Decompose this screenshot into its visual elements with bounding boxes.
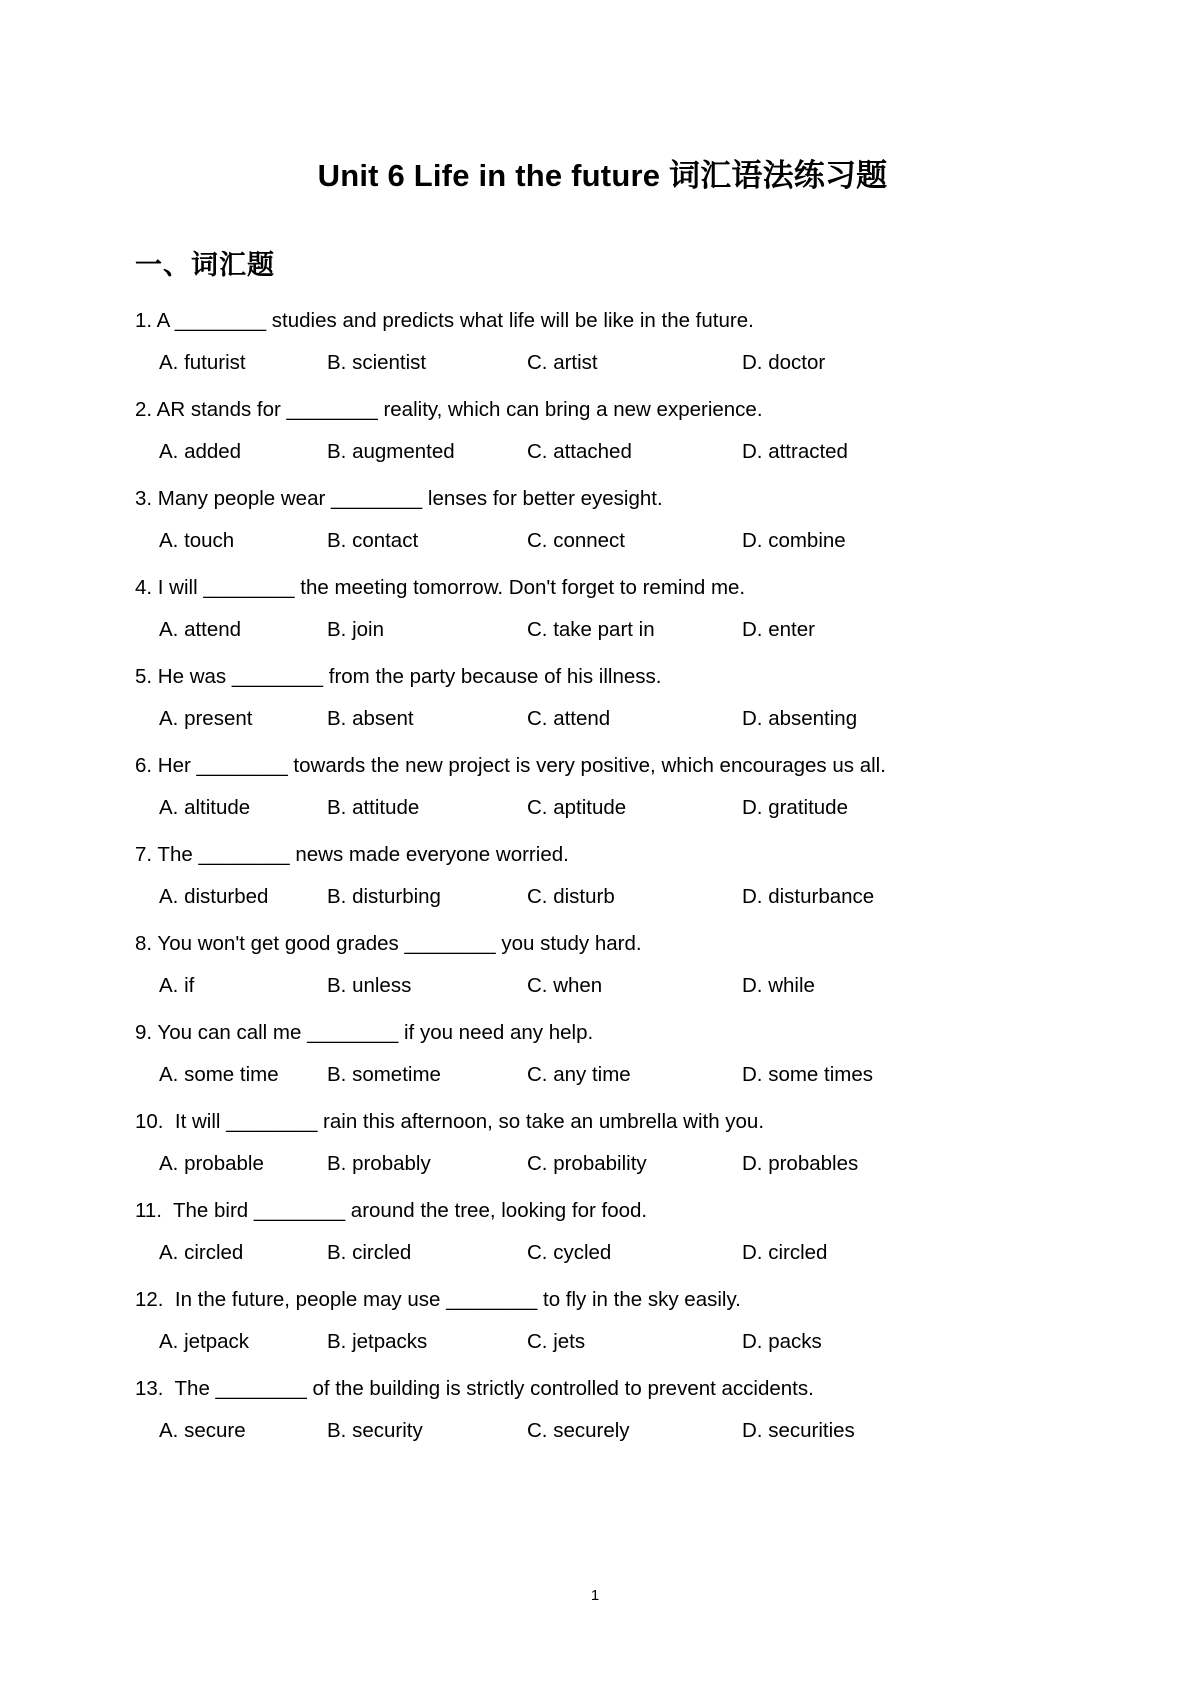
option-d[interactable]: D. doctor xyxy=(742,351,826,374)
question-options xyxy=(135,698,1070,740)
option-c[interactable]: C. probability xyxy=(527,1152,647,1175)
question-stem: 6. Her ________ towards the new project is very positive, which encourages us all. xyxy=(135,754,886,777)
option-b[interactable]: B. join xyxy=(327,618,384,641)
question-stem: 4. I will ________ the meeting tomorrow. Don't forget to remind me. xyxy=(135,576,746,599)
option-b[interactable]: B. circled xyxy=(327,1241,412,1264)
question-item xyxy=(135,923,1070,1007)
question-item xyxy=(135,1101,1070,1185)
option-b[interactable]: B. jetpacks xyxy=(327,1330,428,1353)
question-item xyxy=(135,656,1070,740)
section-heading: 一、词汇题 xyxy=(135,250,275,280)
option-a[interactable]: A. touch xyxy=(159,529,235,552)
option-b[interactable]: B. absent xyxy=(327,707,414,730)
question-stem: 13. The ________ of the building is strictly controlled to prevent accidents. xyxy=(135,1377,814,1400)
question-options xyxy=(135,1321,1070,1363)
question-stem: 12. In the future, people may use ________ to fly in the sky easily. xyxy=(135,1288,741,1311)
question-stem: 10. It will ________ rain this afternoon, so take an umbrella with you. xyxy=(135,1110,765,1133)
question-item xyxy=(135,1368,1070,1452)
option-b[interactable]: B. attitude xyxy=(327,796,420,819)
option-c[interactable]: C. take part in xyxy=(527,618,655,641)
option-a[interactable]: A. present xyxy=(159,707,253,730)
question-options xyxy=(135,787,1070,829)
option-c[interactable]: C. attend xyxy=(527,707,611,730)
option-c[interactable]: C. any time xyxy=(527,1063,631,1086)
question-options xyxy=(135,342,1070,384)
question-stem: 8. You won't get good grades ________ you study hard. xyxy=(135,932,642,955)
question-item xyxy=(135,300,1070,384)
option-b[interactable]: B. sometime xyxy=(327,1063,441,1086)
question-options xyxy=(135,431,1070,473)
option-b[interactable]: B. probably xyxy=(327,1152,431,1175)
option-b[interactable]: B. security xyxy=(327,1419,423,1442)
option-c[interactable]: C. aptitude xyxy=(527,796,627,819)
option-c[interactable]: C. cycled xyxy=(527,1241,612,1264)
question-item xyxy=(135,1279,1070,1363)
option-d[interactable]: D. some times xyxy=(742,1063,873,1086)
option-d[interactable]: D. while xyxy=(742,974,815,997)
option-d[interactable]: D. probables xyxy=(742,1152,859,1175)
page-number: 1 xyxy=(590,1587,600,1604)
option-c[interactable]: C. artist xyxy=(527,351,598,374)
option-c[interactable]: C. jets xyxy=(527,1330,586,1353)
question-options xyxy=(135,1410,1070,1452)
option-d[interactable]: D. combine xyxy=(742,529,846,552)
option-b[interactable]: B. unless xyxy=(327,974,412,997)
question-options xyxy=(135,876,1070,918)
option-a[interactable]: A. altitude xyxy=(159,796,251,819)
questions-list xyxy=(135,300,1070,1452)
option-a[interactable]: A. probable xyxy=(159,1152,264,1175)
question-item xyxy=(135,478,1070,562)
option-c[interactable]: C. connect xyxy=(527,529,625,552)
question-stem: 7. The ________ news made everyone worried. xyxy=(135,843,569,866)
question-options xyxy=(135,965,1070,1007)
option-a[interactable]: A. secure xyxy=(159,1419,246,1442)
option-a[interactable]: A. added xyxy=(159,440,242,463)
option-a[interactable]: A. jetpack xyxy=(159,1330,250,1353)
option-c[interactable]: C. disturb xyxy=(527,885,615,908)
option-d[interactable]: D. absenting xyxy=(742,707,858,730)
option-b[interactable]: B. augmented xyxy=(327,440,455,463)
question-options xyxy=(135,1232,1070,1274)
page-title: Unit 6 Life in the future 词汇语法练习题 xyxy=(317,158,888,193)
question-item xyxy=(135,745,1070,829)
question-stem: 9. You can call me ________ if you need any help. xyxy=(135,1021,594,1044)
question-item xyxy=(135,1012,1070,1096)
option-c[interactable]: C. securely xyxy=(527,1419,630,1442)
option-a[interactable]: A. circled xyxy=(159,1241,244,1264)
option-c[interactable]: C. attached xyxy=(527,440,632,463)
option-a[interactable]: A. disturbed xyxy=(159,885,269,908)
option-d[interactable]: D. disturbance xyxy=(742,885,875,908)
question-options xyxy=(135,1143,1070,1185)
option-a[interactable]: A. if xyxy=(159,974,195,997)
question-stem: 5. He was ________ from the party because of his illness. xyxy=(135,665,662,688)
option-c[interactable]: C. when xyxy=(527,974,603,997)
option-b[interactable]: B. contact xyxy=(327,529,419,552)
option-a[interactable]: A. attend xyxy=(159,618,242,641)
question-stem: 1. A ________ studies and predicts what life will be like in the future. xyxy=(135,309,754,332)
option-b[interactable]: B. scientist xyxy=(327,351,427,374)
question-stem: 3. Many people wear ________ lenses for better eyesight. xyxy=(135,487,663,510)
question-item xyxy=(135,834,1070,918)
question-item xyxy=(135,1190,1070,1274)
option-d[interactable]: D. attracted xyxy=(742,440,848,463)
option-d[interactable]: D. gratitude xyxy=(742,796,848,819)
option-a[interactable]: A. some time xyxy=(159,1063,279,1086)
option-d[interactable]: D. securities xyxy=(742,1419,855,1442)
question-item xyxy=(135,567,1070,651)
option-d[interactable]: D. packs xyxy=(742,1330,822,1353)
question-options xyxy=(135,1054,1070,1096)
option-d[interactable]: D. circled xyxy=(742,1241,828,1264)
option-b[interactable]: B. disturbing xyxy=(327,885,441,908)
option-d[interactable]: D. enter xyxy=(742,618,815,641)
question-options xyxy=(135,520,1070,562)
question-item xyxy=(135,389,1070,473)
question-stem: 11. The bird ________ around the tree, looking for food. xyxy=(135,1199,648,1222)
option-a[interactable]: A. futurist xyxy=(159,351,246,374)
question-options xyxy=(135,609,1070,651)
question-stem: 2. AR stands for ________ reality, which can bring a new experience. xyxy=(135,398,763,421)
